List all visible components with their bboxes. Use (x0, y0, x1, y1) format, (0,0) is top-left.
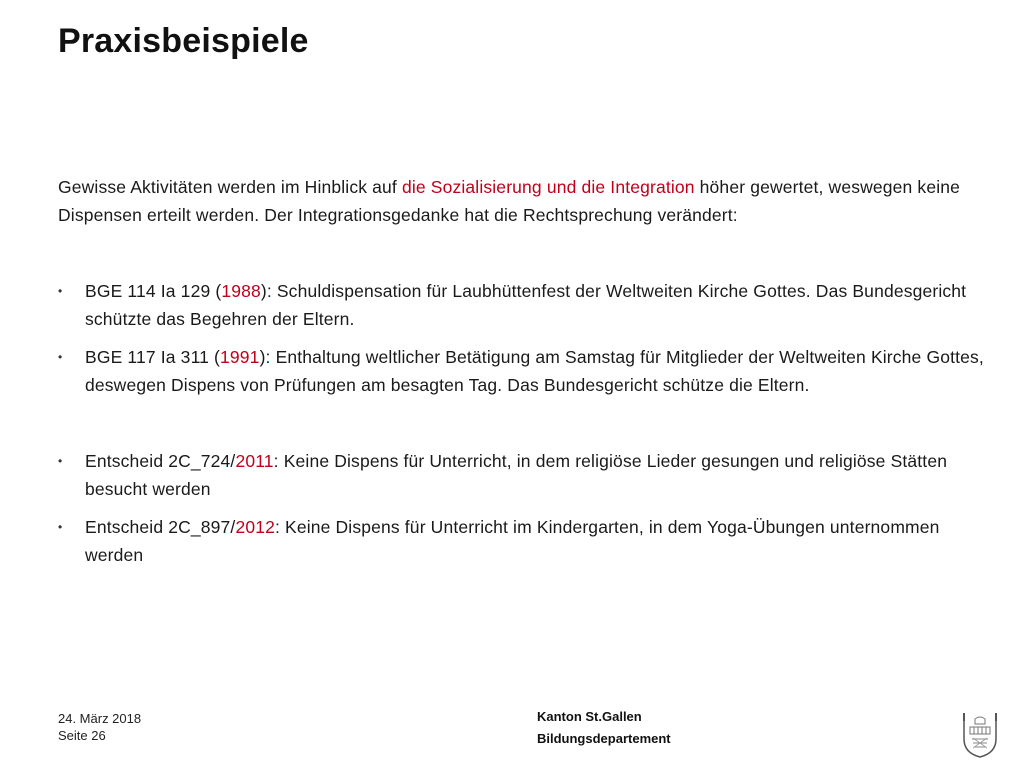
list-item (58, 343, 998, 399)
case-reference: BGE 117 Ia 311 ( (85, 347, 221, 367)
list-item (58, 447, 998, 503)
case-year: 1988 (221, 281, 261, 301)
case-description: : Keine Dispens für Unterricht, in dem religiöse Lieder gesungen und religiöse Stätten besucht werden (85, 451, 948, 499)
intro-text-after: höher gewertet, weswegen keine Dispensen erteilt werden. Der Integrationsgedanke hat die Rechtsprechung verändert: (58, 177, 961, 225)
intro-highlight: die Sozialisierung und die Integration (401, 177, 695, 197)
intro-paragraph (58, 173, 998, 229)
case-year: 2012 (235, 517, 275, 537)
footer-department: Bildungsdepartement (537, 731, 671, 746)
slide-title: Praxisbeispiele (58, 22, 309, 60)
case-description: ): Schuldispensation für Laubhüttenfest der Weltweiten Kirche Gottes. Das Bundesgericht schützte das Begehren der Eltern. (85, 281, 967, 329)
list-item (58, 277, 998, 333)
case-description: ): Enthaltung weltlicher Betätigung am Samstag für Mitglieder der Weltweiten Kirche Gottes, deswegen Dispens von Prüfungen am besagten Tag. Das Bundesgericht schütze die Eltern. (85, 347, 984, 395)
case-reference: Entscheid 2C_724/ (85, 451, 236, 471)
intro-text-before: Gewisse Aktivitäten werden im Hinblick auf (58, 177, 402, 197)
footer-date: 24. März 2018 (58, 711, 142, 726)
bullet-icon: • (58, 454, 63, 468)
list-item (58, 513, 998, 569)
case-description: : Keine Dispens für Unterricht im Kindergarten, in dem Yoga-Übungen unternommen werden (85, 517, 940, 565)
case-year: 1991 (220, 347, 260, 367)
bullet-icon: • (58, 350, 63, 364)
case-reference: BGE 114 Ia 129 ( (85, 281, 222, 301)
bullet-icon: • (58, 284, 63, 298)
case-year: 2011 (235, 451, 274, 471)
case-list (58, 277, 998, 569)
footer-canton-name: Kanton St.Gallen (537, 709, 642, 724)
bullet-icon: • (58, 520, 63, 534)
case-reference: Entscheid 2C_897/ (85, 517, 236, 537)
footer-page-number: Seite 26 (58, 728, 106, 743)
st-gallen-coat-of-arms-icon (961, 709, 999, 759)
